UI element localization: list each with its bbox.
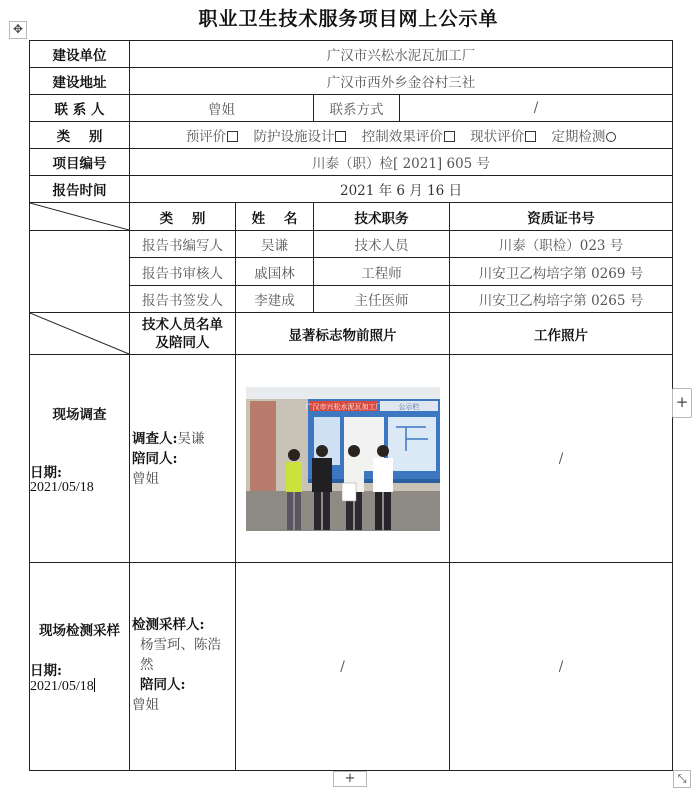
staff-header-name: 姓 名: [236, 203, 314, 231]
staff-row: [30, 231, 673, 258]
diagonal-header-cell: [30, 203, 130, 231]
staff-role: 报告书审核人: [130, 258, 236, 286]
table-resize-handle-icon[interactable]: ⤡: [673, 770, 691, 788]
survey-people-cell: [130, 355, 236, 563]
survey-work-photo-cell[interactable]: /: [450, 355, 673, 563]
address-value[interactable]: 广汉市西外乡金谷村三社: [130, 68, 673, 95]
radio-circle-icon[interactable]: [606, 132, 616, 142]
category-option-protection-design[interactable]: [253, 129, 346, 145]
category-option-periodic-testing[interactable]: [551, 129, 616, 145]
work-photo-header: 工作照片: [450, 313, 673, 355]
category-label: 类 别: [30, 122, 130, 149]
category-option-label: 控制效果评价: [361, 129, 443, 145]
survey-date-value[interactable]: 2021/05/18: [30, 480, 94, 495]
contact-label: 联 系 人: [30, 95, 130, 122]
table-move-handle-icon[interactable]: ✥: [9, 21, 27, 39]
staff-title[interactable]: 主任医师: [314, 286, 450, 313]
add-column-button[interactable]: +: [672, 388, 692, 418]
category-options: [130, 122, 673, 149]
staff-list-header-line1: 技术人员名单: [142, 316, 223, 333]
contact-method-label: 联系方式: [314, 95, 400, 122]
sampling-companion-label: 陪同人:: [140, 677, 186, 693]
staff-cert[interactable]: 川安卫乙构培字第 0269 号: [450, 258, 673, 286]
staff-role: 报告书编写人: [130, 231, 236, 258]
investigator-value[interactable]: 吴谦: [177, 431, 205, 447]
diagonal-line: [30, 313, 129, 354]
sampling-people-cell: [130, 563, 236, 771]
checkbox-icon[interactable]: [444, 131, 455, 142]
page-title: 职业卫生技术服务项目网上公示单: [198, 8, 499, 30]
notice-table: [29, 40, 673, 771]
contact-method-value[interactable]: /: [400, 95, 673, 122]
staff-cert[interactable]: 川安卫乙构培字第 0265 号: [450, 286, 673, 313]
report-time-label: 报告时间: [30, 176, 130, 203]
survey-stage-cell: [30, 355, 130, 563]
category-option-label: 定期检测: [551, 129, 606, 145]
staff-cert[interactable]: 川泰（职检）023 号: [450, 231, 673, 258]
photo-sign-text: 广汉市兴松水泥瓦加工厂: [305, 402, 382, 411]
project-no-value[interactable]: 川泰（职）检[ 2021] 605 号: [130, 149, 673, 176]
staff-title[interactable]: 工程师: [314, 258, 450, 286]
row-unit: [30, 41, 673, 68]
sampler-value[interactable]: 杨雪珂、陈浩然: [140, 637, 221, 673]
survey-date-label: 日期:: [30, 465, 62, 481]
survey-title: 现场调查: [52, 407, 107, 423]
staff-name[interactable]: 戚国林: [236, 258, 314, 286]
landmark-photo-header: 显著标志物前照片: [236, 313, 450, 355]
unit-label: 建设单位: [30, 41, 130, 68]
sampling-companion-value[interactable]: 曾姐: [132, 697, 159, 713]
unit-value[interactable]: 广汉市兴松水泥瓦加工厂: [130, 41, 673, 68]
row-report-time: [30, 176, 673, 203]
project-no-label: 项目编号: [30, 149, 130, 176]
checkbox-icon[interactable]: [525, 131, 536, 142]
landmark-photo-illustration: [246, 387, 440, 531]
sampling-date-text: 2021/05/18: [30, 679, 94, 694]
staff-blank-cell: [30, 231, 130, 313]
landmark-photo[interactable]: [246, 387, 440, 531]
category-option-label: 预评价: [185, 129, 227, 145]
sampling-date-label: 日期:: [30, 663, 62, 679]
contact-value[interactable]: 曾姐: [130, 95, 314, 122]
category-option-pre-evaluation[interactable]: [186, 129, 239, 145]
survey-companion-label: 陪同人:: [132, 451, 178, 467]
sampling-landmark-photo-cell[interactable]: /: [236, 563, 450, 771]
sampling-work-photo-cell[interactable]: /: [450, 563, 673, 771]
photo-header-row: [30, 313, 673, 355]
category-option-label: 现状评价: [470, 129, 525, 145]
staff-list-header-line2: 及陪同人: [155, 334, 210, 351]
staff-list-header: [130, 313, 236, 355]
category-option-control-effect[interactable]: [362, 129, 455, 145]
investigator-label: 调查人:: [132, 431, 178, 447]
staff-role: 报告书签发人: [130, 286, 236, 313]
staff-header-title: 技术职务: [314, 203, 450, 231]
address-label: 建设地址: [30, 68, 130, 95]
staff-title[interactable]: 技术人员: [314, 231, 450, 258]
report-time-value[interactable]: 2021 年 6 月 16 日: [130, 176, 673, 203]
text-cursor: [94, 678, 95, 692]
sampler-label: 检测采样人:: [132, 617, 205, 633]
category-option-status-evaluation[interactable]: [470, 129, 536, 145]
diagonal-line: [30, 203, 129, 230]
checkbox-icon[interactable]: [335, 131, 346, 142]
row-contact: [30, 95, 673, 122]
sampling-title: 现场检测采样: [39, 623, 120, 639]
sampling-stage-cell: [30, 563, 130, 771]
survey-row: [30, 355, 673, 563]
survey-landmark-photo-cell: [236, 355, 450, 563]
add-row-button[interactable]: +: [333, 771, 367, 787]
photo-board-text: 公示栏: [398, 402, 419, 411]
survey-companion-value[interactable]: 曾姐: [132, 471, 159, 487]
row-project-no: [30, 149, 673, 176]
staff-header-category: 类 别: [130, 203, 236, 231]
row-address: [30, 68, 673, 95]
staff-header-row: [30, 203, 673, 231]
sampling-date-value[interactable]: [30, 678, 95, 695]
staff-name[interactable]: 吴谦: [236, 231, 314, 258]
staff-name[interactable]: 李建成: [236, 286, 314, 313]
staff-header-cert: 资质证书号: [450, 203, 673, 231]
sampling-row: [30, 563, 673, 771]
diagonal-header-cell: [30, 313, 130, 355]
row-category: [30, 122, 673, 149]
checkbox-icon[interactable]: [227, 131, 238, 142]
category-option-label: 防护设施设计: [253, 129, 335, 145]
